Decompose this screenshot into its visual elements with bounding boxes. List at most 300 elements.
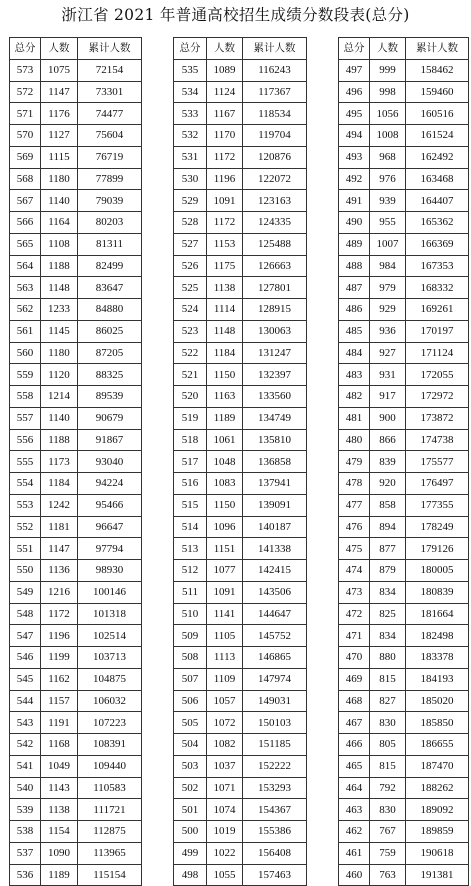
cell-total-score: 518 [174, 429, 207, 451]
cell-total-score: 541 [10, 755, 41, 777]
cell-total-score: 573 [10, 59, 41, 81]
cell-count: 827 [370, 690, 406, 712]
cell-count: 866 [370, 429, 406, 451]
cell-cumulative-count: 95466 [78, 494, 142, 516]
table-row [339, 125, 469, 147]
cell-cumulative-count: 171124 [406, 342, 469, 364]
table-row [339, 364, 469, 386]
cell-total-score: 555 [10, 451, 41, 473]
table-row [174, 647, 307, 669]
table-row [10, 125, 142, 147]
header-count: 人数 [41, 38, 78, 60]
cell-count: 931 [370, 364, 406, 386]
cell-count: 927 [370, 342, 406, 364]
cell-count: 1181 [41, 516, 78, 538]
cell-total-score: 482 [339, 386, 370, 408]
cell-count: 1180 [41, 168, 78, 190]
table-row [174, 342, 307, 364]
cell-cumulative-count: 118534 [243, 103, 307, 125]
cell-cumulative-count: 119704 [243, 125, 307, 147]
cell-cumulative-count: 185850 [406, 712, 469, 734]
cell-count: 1083 [207, 473, 243, 495]
table-row [174, 799, 307, 821]
cell-cumulative-count: 73301 [78, 81, 142, 103]
cell-count: 1075 [41, 59, 78, 81]
cell-cumulative-count: 101318 [78, 603, 142, 625]
header-count: 人数 [207, 38, 243, 60]
cell-count: 1140 [41, 190, 78, 212]
cell-cumulative-count: 157463 [243, 864, 307, 886]
cell-cumulative-count: 191381 [406, 864, 469, 886]
table-row [339, 277, 469, 299]
cell-total-score: 546 [10, 647, 41, 669]
table-row [174, 364, 307, 386]
cell-total-score: 515 [174, 494, 207, 516]
cell-count: 830 [370, 799, 406, 821]
cell-cumulative-count: 122072 [243, 168, 307, 190]
cell-count: 1105 [207, 625, 243, 647]
cell-total-score: 508 [174, 647, 207, 669]
cell-cumulative-count: 135810 [243, 429, 307, 451]
cell-total-score: 491 [339, 190, 370, 212]
table-row [339, 625, 469, 647]
table-row [174, 777, 307, 799]
cell-cumulative-count: 102514 [78, 625, 142, 647]
cell-cumulative-count: 180005 [406, 560, 469, 582]
cell-cumulative-count: 173872 [406, 407, 469, 429]
table-row [339, 386, 469, 408]
cell-cumulative-count: 163468 [406, 168, 469, 190]
cell-total-score: 568 [10, 168, 41, 190]
cell-count: 834 [370, 625, 406, 647]
cell-total-score: 471 [339, 625, 370, 647]
cell-total-score: 553 [10, 494, 41, 516]
cell-cumulative-count: 177355 [406, 494, 469, 516]
cell-total-score: 556 [10, 429, 41, 451]
cell-total-score: 550 [10, 560, 41, 582]
cell-total-score: 536 [10, 864, 41, 886]
cell-total-score: 462 [339, 821, 370, 843]
cell-total-score: 537 [10, 842, 41, 864]
cell-total-score: 532 [174, 125, 207, 147]
cell-count: 1090 [41, 842, 78, 864]
cell-count: 792 [370, 777, 406, 799]
table-row [174, 233, 307, 255]
table-row [10, 690, 142, 712]
cell-total-score: 554 [10, 473, 41, 495]
cell-count: 979 [370, 277, 406, 299]
cell-cumulative-count: 169261 [406, 299, 469, 321]
cell-cumulative-count: 140187 [243, 516, 307, 538]
cell-count: 1037 [207, 755, 243, 777]
table-row [10, 625, 142, 647]
cell-cumulative-count: 107223 [78, 712, 142, 734]
cell-count: 936 [370, 320, 406, 342]
cell-count: 1055 [207, 864, 243, 886]
cell-total-score: 558 [10, 386, 41, 408]
cell-total-score: 542 [10, 734, 41, 756]
cell-count: 1074 [207, 799, 243, 821]
table-row [10, 299, 142, 321]
cell-cumulative-count: 188262 [406, 777, 469, 799]
cell-count: 1188 [41, 429, 78, 451]
table-row [174, 516, 307, 538]
cell-total-score: 503 [174, 755, 207, 777]
table-row [339, 538, 469, 560]
cell-total-score: 492 [339, 168, 370, 190]
cell-cumulative-count: 80203 [78, 212, 142, 234]
cell-cumulative-count: 131247 [243, 342, 307, 364]
score-table-2 [173, 37, 307, 886]
header-total-score: 总分 [339, 38, 370, 60]
table-row [339, 212, 469, 234]
cell-count: 976 [370, 168, 406, 190]
table-row [10, 581, 142, 603]
cell-total-score: 476 [339, 516, 370, 538]
table-row [174, 712, 307, 734]
cell-total-score: 485 [339, 320, 370, 342]
cell-count: 1189 [41, 864, 78, 886]
cell-total-score: 548 [10, 603, 41, 625]
table-row [339, 320, 469, 342]
cell-cumulative-count: 154367 [243, 799, 307, 821]
cell-count: 1164 [41, 212, 78, 234]
cell-cumulative-count: 109440 [78, 755, 142, 777]
cell-cumulative-count: 90679 [78, 407, 142, 429]
cell-count: 1082 [207, 734, 243, 756]
cell-count: 1162 [41, 668, 78, 690]
cell-total-score: 567 [10, 190, 41, 212]
cell-count: 1188 [41, 255, 78, 277]
table-row [10, 494, 142, 516]
cell-total-score: 478 [339, 473, 370, 495]
table-row [174, 625, 307, 647]
cell-count: 1071 [207, 777, 243, 799]
cell-cumulative-count: 189092 [406, 799, 469, 821]
table-row [10, 59, 142, 81]
table-row [174, 473, 307, 495]
table-row [339, 712, 469, 734]
cell-count: 1147 [41, 538, 78, 560]
cell-total-score: 493 [339, 146, 370, 168]
header-total-score: 总分 [10, 38, 41, 60]
cell-count: 1057 [207, 690, 243, 712]
cell-total-score: 552 [10, 516, 41, 538]
table-row [339, 864, 469, 886]
cell-cumulative-count: 84880 [78, 299, 142, 321]
table-row [339, 146, 469, 168]
cell-total-score: 565 [10, 233, 41, 255]
cell-total-score: 465 [339, 755, 370, 777]
cell-total-score: 470 [339, 647, 370, 669]
cell-total-score: 512 [174, 560, 207, 582]
table-row [174, 581, 307, 603]
cell-total-score: 523 [174, 320, 207, 342]
table-row [10, 168, 142, 190]
cell-count: 1077 [207, 560, 243, 582]
cell-cumulative-count: 180839 [406, 581, 469, 603]
header-cumulative-count: 累计人数 [406, 38, 469, 60]
cell-cumulative-count: 126663 [243, 255, 307, 277]
cell-total-score: 480 [339, 429, 370, 451]
table-row [10, 146, 142, 168]
cell-cumulative-count: 75604 [78, 125, 142, 147]
cell-count: 1109 [207, 668, 243, 690]
cell-cumulative-count: 147974 [243, 668, 307, 690]
cell-total-score: 501 [174, 799, 207, 821]
cell-cumulative-count: 132397 [243, 364, 307, 386]
cell-total-score: 506 [174, 690, 207, 712]
cell-total-score: 528 [174, 212, 207, 234]
cell-cumulative-count: 172055 [406, 364, 469, 386]
cell-count: 1008 [370, 125, 406, 147]
cell-cumulative-count: 104875 [78, 668, 142, 690]
table-row [174, 212, 307, 234]
table-header-row [10, 38, 142, 60]
cell-count: 1049 [41, 755, 78, 777]
cell-total-score: 481 [339, 407, 370, 429]
cell-cumulative-count: 128915 [243, 299, 307, 321]
cell-total-score: 500 [174, 821, 207, 843]
table-row [10, 212, 142, 234]
cell-total-score: 514 [174, 516, 207, 538]
cell-count: 1061 [207, 429, 243, 451]
table-row [174, 538, 307, 560]
cell-total-score: 519 [174, 407, 207, 429]
cell-total-score: 460 [339, 864, 370, 886]
table-row [339, 603, 469, 625]
table-row [174, 494, 307, 516]
cell-total-score: 543 [10, 712, 41, 734]
cell-count: 1196 [207, 168, 243, 190]
cell-cumulative-count: 120876 [243, 146, 307, 168]
cell-total-score: 527 [174, 233, 207, 255]
table-row [339, 799, 469, 821]
cell-count: 1022 [207, 842, 243, 864]
table-row [174, 255, 307, 277]
cell-count: 1113 [207, 647, 243, 669]
cell-count: 955 [370, 212, 406, 234]
cell-cumulative-count: 108391 [78, 734, 142, 756]
cell-count: 1072 [207, 712, 243, 734]
cell-count: 1150 [207, 364, 243, 386]
cell-cumulative-count: 133560 [243, 386, 307, 408]
cell-count: 1233 [41, 299, 78, 321]
cell-cumulative-count: 93040 [78, 451, 142, 473]
cell-count: 1096 [207, 516, 243, 538]
cell-count: 1172 [41, 603, 78, 625]
table-row [339, 299, 469, 321]
table-row [10, 451, 142, 473]
cell-cumulative-count: 98930 [78, 560, 142, 582]
cell-cumulative-count: 187470 [406, 755, 469, 777]
table-row [174, 864, 307, 886]
cell-cumulative-count: 139091 [243, 494, 307, 516]
cell-count: 1173 [41, 451, 78, 473]
table-row [174, 842, 307, 864]
cell-total-score: 507 [174, 668, 207, 690]
cell-total-score: 562 [10, 299, 41, 321]
table-row [10, 734, 142, 756]
cell-count: 1154 [41, 821, 78, 843]
table-row [174, 277, 307, 299]
table-row [10, 516, 142, 538]
cell-cumulative-count: 182498 [406, 625, 469, 647]
cell-cumulative-count: 164407 [406, 190, 469, 212]
cell-count: 1124 [207, 81, 243, 103]
cell-cumulative-count: 86025 [78, 320, 142, 342]
cell-count: 1175 [207, 255, 243, 277]
cell-count: 1114 [207, 299, 243, 321]
cell-count: 1136 [41, 560, 78, 582]
cell-total-score: 547 [10, 625, 41, 647]
table-header-row [174, 38, 307, 60]
cell-total-score: 569 [10, 146, 41, 168]
cell-total-score: 513 [174, 538, 207, 560]
cell-cumulative-count: 79039 [78, 190, 142, 212]
cell-count: 1019 [207, 821, 243, 843]
table-row [339, 342, 469, 364]
cell-total-score: 467 [339, 712, 370, 734]
cell-total-score: 522 [174, 342, 207, 364]
table-row [339, 103, 469, 125]
table-row [339, 516, 469, 538]
document-title: 浙江省 2021 年普通高校招生成绩分数段表(总分) [61, 6, 410, 24]
cell-total-score: 463 [339, 799, 370, 821]
table-row [10, 473, 142, 495]
cell-cumulative-count: 145752 [243, 625, 307, 647]
cell-cumulative-count: 125488 [243, 233, 307, 255]
cell-total-score: 511 [174, 581, 207, 603]
cell-count: 1148 [41, 277, 78, 299]
table-row [174, 734, 307, 756]
cell-cumulative-count: 184193 [406, 668, 469, 690]
table-row [10, 668, 142, 690]
cell-count: 1176 [41, 103, 78, 125]
cell-total-score: 545 [10, 668, 41, 690]
cell-total-score: 497 [339, 59, 370, 81]
table-row [339, 473, 469, 495]
cell-total-score: 559 [10, 364, 41, 386]
cell-cumulative-count: 83647 [78, 277, 142, 299]
cell-total-score: 474 [339, 560, 370, 582]
cell-count: 920 [370, 473, 406, 495]
cell-count: 1180 [41, 342, 78, 364]
cell-cumulative-count: 178249 [406, 516, 469, 538]
score-table-3 [338, 37, 469, 886]
cell-cumulative-count: 89539 [78, 386, 142, 408]
cell-cumulative-count: 144647 [243, 603, 307, 625]
cell-cumulative-count: 97794 [78, 538, 142, 560]
cell-count: 1242 [41, 494, 78, 516]
header-count: 人数 [370, 38, 406, 60]
cell-count: 879 [370, 560, 406, 582]
cell-total-score: 487 [339, 277, 370, 299]
cell-count: 1138 [207, 277, 243, 299]
cell-cumulative-count: 110583 [78, 777, 142, 799]
table-header-row [339, 38, 469, 60]
cell-cumulative-count: 76719 [78, 146, 142, 168]
table-row [174, 190, 307, 212]
table-row [339, 777, 469, 799]
cell-total-score: 561 [10, 320, 41, 342]
table-row [174, 429, 307, 451]
table-row [174, 755, 307, 777]
cell-cumulative-count: 81311 [78, 233, 142, 255]
header-total-score: 总分 [174, 38, 207, 60]
cell-total-score: 502 [174, 777, 207, 799]
cell-cumulative-count: 115154 [78, 864, 142, 886]
cell-cumulative-count: 166369 [406, 233, 469, 255]
cell-total-score: 473 [339, 581, 370, 603]
cell-total-score: 469 [339, 668, 370, 690]
cell-count: 1007 [370, 233, 406, 255]
cell-cumulative-count: 123163 [243, 190, 307, 212]
cell-count: 1138 [41, 799, 78, 821]
cell-total-score: 472 [339, 603, 370, 625]
cell-cumulative-count: 141338 [243, 538, 307, 560]
cell-count: 1191 [41, 712, 78, 734]
cell-count: 1140 [41, 407, 78, 429]
table-row [174, 146, 307, 168]
cell-total-score: 526 [174, 255, 207, 277]
cell-total-score: 498 [174, 864, 207, 886]
cell-total-score: 509 [174, 625, 207, 647]
cell-total-score: 535 [174, 59, 207, 81]
table-row [174, 603, 307, 625]
table-row [339, 407, 469, 429]
cell-cumulative-count: 100146 [78, 581, 142, 603]
table-row [10, 799, 142, 821]
cell-count: 1143 [41, 777, 78, 799]
cell-cumulative-count: 96647 [78, 516, 142, 538]
cell-cumulative-count: 150103 [243, 712, 307, 734]
table-row [339, 734, 469, 756]
table-row [10, 712, 142, 734]
cell-total-score: 484 [339, 342, 370, 364]
table-row [10, 190, 142, 212]
cell-cumulative-count: 149031 [243, 690, 307, 712]
cell-total-score: 533 [174, 103, 207, 125]
cell-cumulative-count: 124335 [243, 212, 307, 234]
cell-count: 929 [370, 299, 406, 321]
cell-count: 1167 [207, 103, 243, 125]
cell-cumulative-count: 185020 [406, 690, 469, 712]
cell-cumulative-count: 161524 [406, 125, 469, 147]
cell-total-score: 468 [339, 690, 370, 712]
table-row [339, 560, 469, 582]
cell-count: 1170 [207, 125, 243, 147]
cell-count: 939 [370, 190, 406, 212]
table-row [174, 386, 307, 408]
cell-cumulative-count: 146865 [243, 647, 307, 669]
cell-cumulative-count: 127801 [243, 277, 307, 299]
table-row [174, 560, 307, 582]
cell-count: 805 [370, 734, 406, 756]
cell-cumulative-count: 153293 [243, 777, 307, 799]
cell-count: 1145 [41, 320, 78, 342]
cell-total-score: 571 [10, 103, 41, 125]
cell-count: 815 [370, 755, 406, 777]
cell-count: 880 [370, 647, 406, 669]
cell-total-score: 525 [174, 277, 207, 299]
table-row [10, 560, 142, 582]
cell-total-score: 529 [174, 190, 207, 212]
cell-cumulative-count: 158462 [406, 59, 469, 81]
cell-cumulative-count: 174738 [406, 429, 469, 451]
cell-total-score: 551 [10, 538, 41, 560]
table-row [339, 255, 469, 277]
